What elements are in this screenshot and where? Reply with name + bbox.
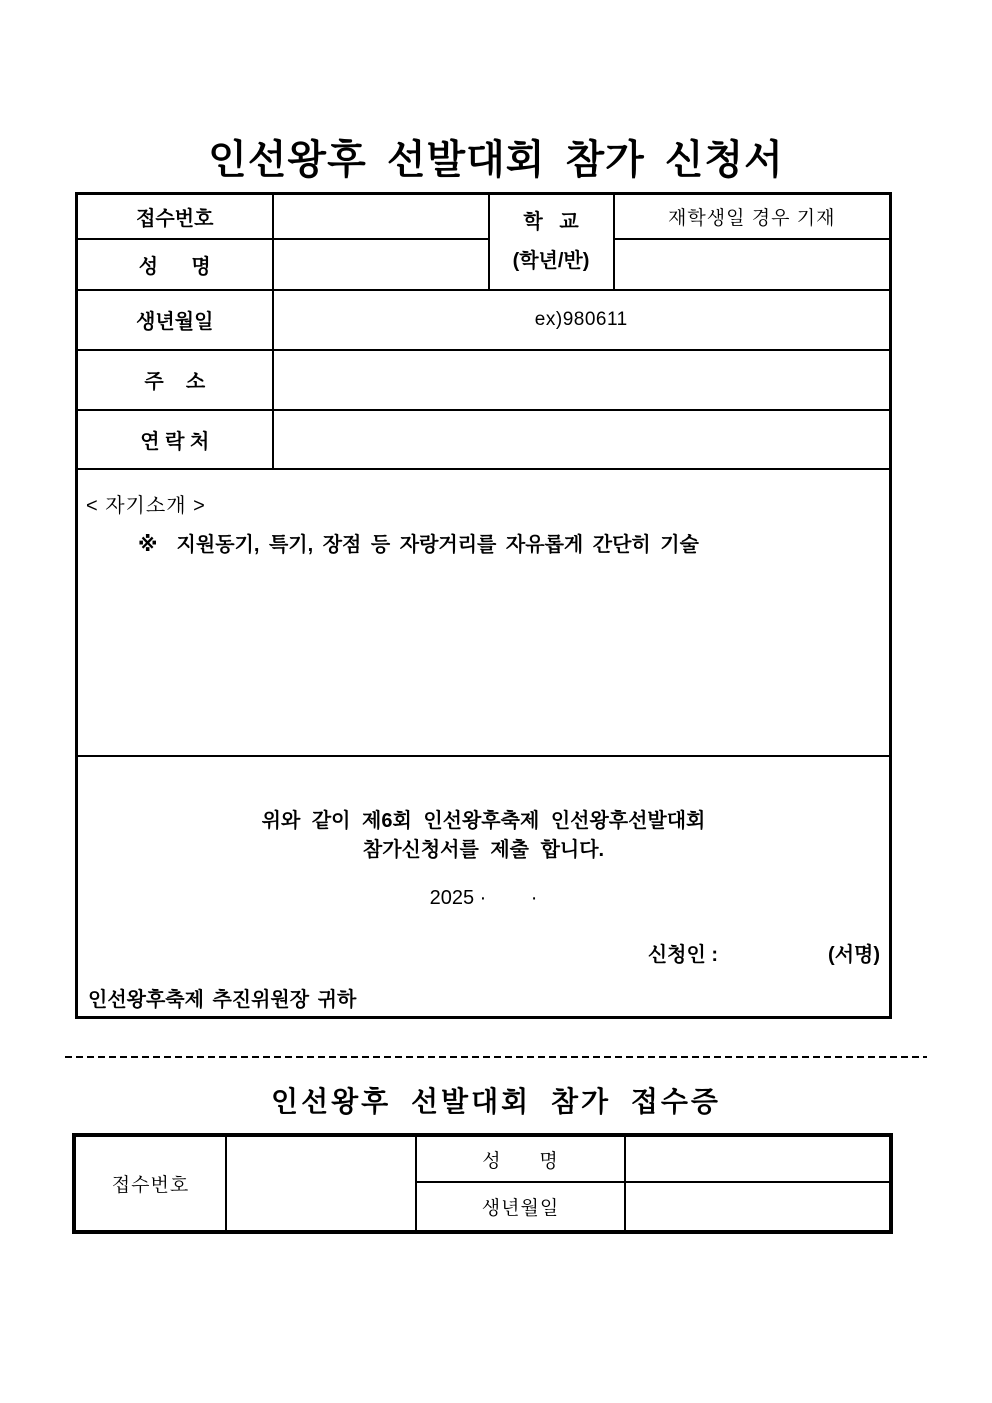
receipt-name-label: 성 명 — [416, 1135, 625, 1182]
declaration-date[interactable]: 2025 · · — [429, 886, 538, 909]
applicant-signature-row — [78, 938, 889, 967]
receipt-no-label: 접수번호 — [74, 1135, 226, 1232]
self-intro-heading: < 자기소개 > — [86, 495, 206, 517]
applicant-label[interactable]: 신청인 : — [647, 943, 719, 966]
address-label: 주 소 — [77, 350, 273, 410]
contact-label: 연 락 처 — [77, 410, 273, 469]
school-note: 재학생일 경우 기재 — [614, 194, 891, 239]
school-label — [489, 194, 614, 290]
school-label-line1: 학 교 — [523, 210, 579, 233]
receipt-no-label: 접수번호 — [77, 194, 273, 239]
birth-label: 생년월일 — [77, 290, 273, 350]
receipt-table — [72, 1133, 893, 1234]
form-title: 인선왕후 선발대회 참가 신청서 — [208, 138, 784, 182]
signature-label: (서명) — [828, 943, 880, 966]
receipt-no-input[interactable] — [226, 1135, 416, 1232]
school-input[interactable] — [614, 239, 891, 290]
declaration-line2: 참가신청서를 제출 합니다. — [362, 838, 605, 861]
name-input[interactable] — [273, 239, 489, 290]
recipient-line: 인선왕후축제 추진위원장 귀하 — [88, 988, 357, 1011]
birth-input[interactable]: ex)980611 — [273, 290, 891, 350]
receipt-title: 인선왕후 선발대회 참가 접수증 — [271, 1086, 721, 1117]
receipt-no-input[interactable] — [273, 194, 489, 239]
application-form-table — [75, 192, 892, 1019]
name-label: 성 명 — [77, 239, 273, 290]
self-intro-input-area[interactable] — [86, 557, 879, 747]
receipt-birth-input[interactable] — [625, 1182, 891, 1232]
contact-input[interactable] — [273, 410, 891, 469]
self-intro-instruction: ※ 지원동기, 특기, 장점 등 자랑거리를 자유롭게 간단히 기술 — [138, 534, 699, 556]
declaration-line1: 위와 같이 제6회 인선왕후축제 인선왕후선발대회 — [261, 809, 706, 832]
self-intro-cell — [77, 469, 891, 756]
declaration-cell — [77, 756, 891, 1018]
address-input[interactable] — [273, 350, 891, 410]
receipt-birth-label: 생년월일 — [416, 1182, 625, 1232]
school-label-line2: (학년/반) — [512, 249, 590, 272]
receipt-name-input[interactable] — [625, 1135, 891, 1182]
dashed-cut-line — [65, 1056, 927, 1058]
